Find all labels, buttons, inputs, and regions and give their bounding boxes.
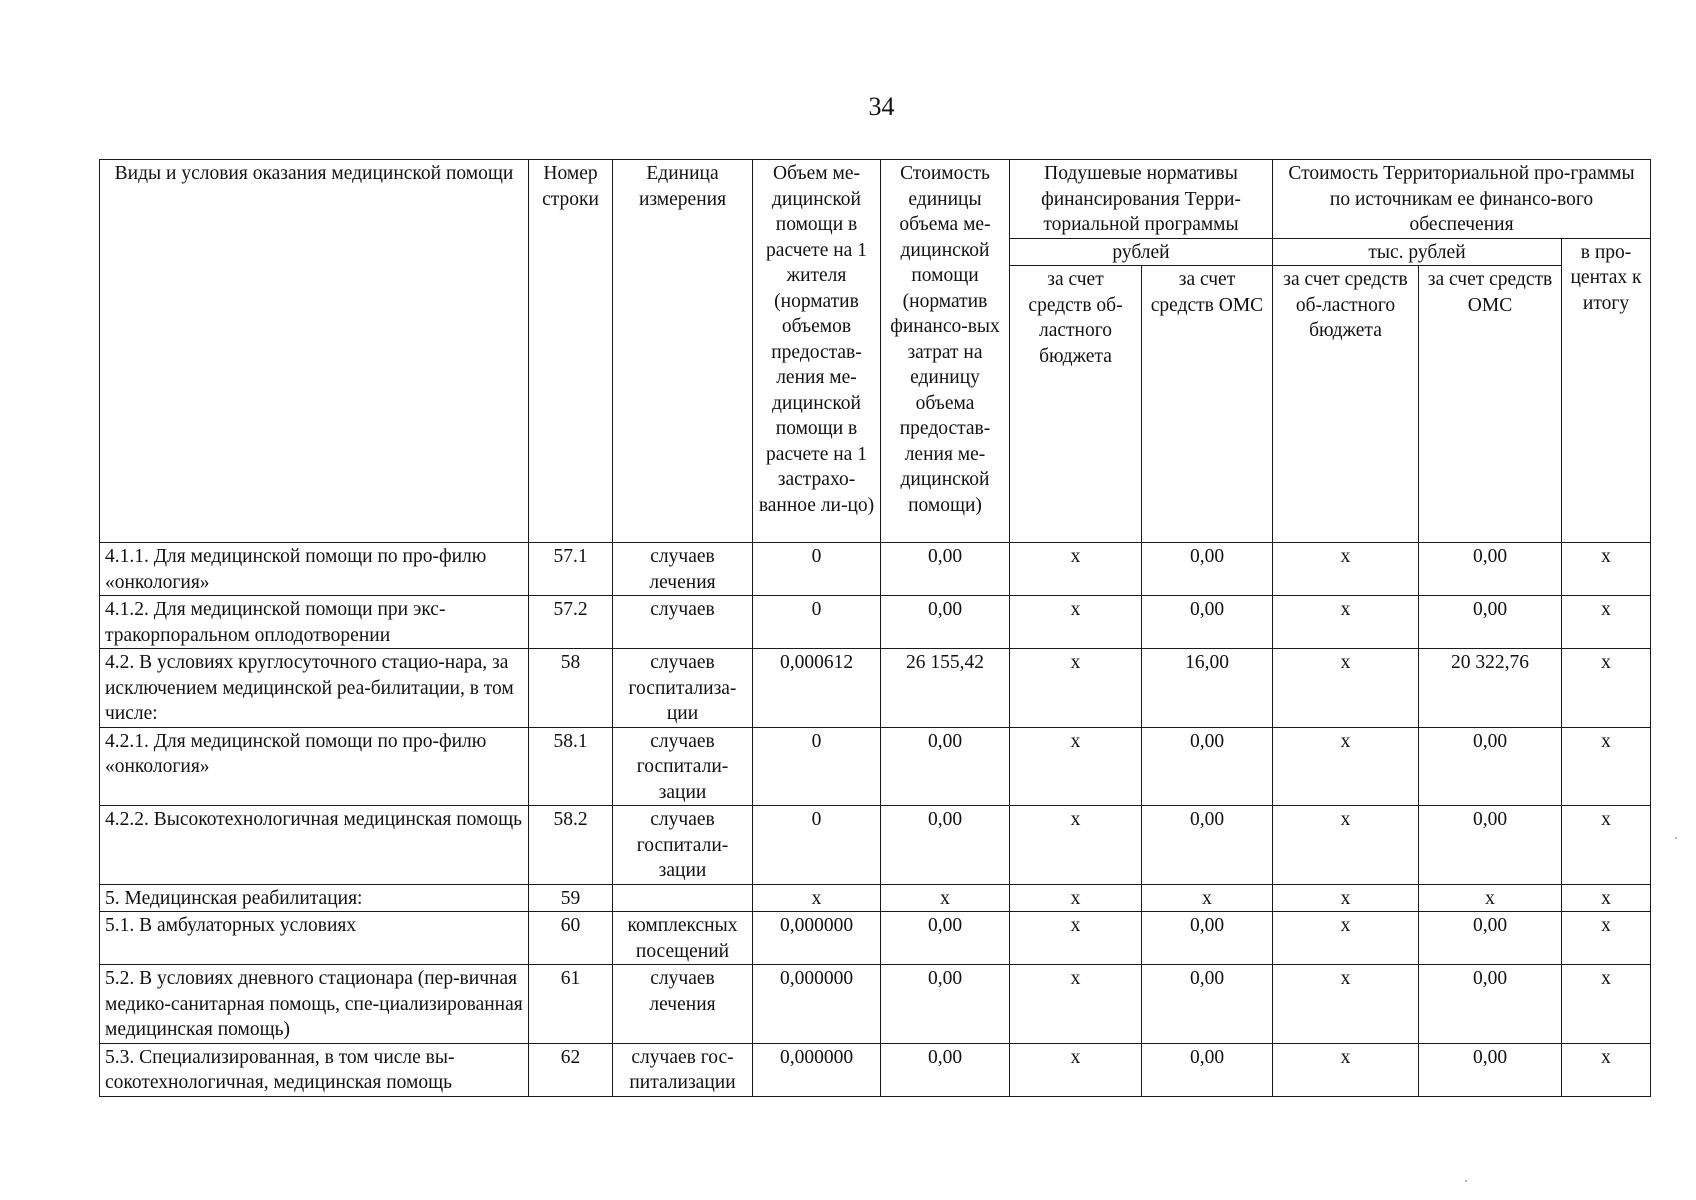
cell-row-number: 57.1: [529, 543, 613, 596]
cell-program-oms: 0,00: [1419, 1043, 1562, 1096]
cell-unit: случаев: [613, 596, 753, 649]
cell-program-budget: x: [1273, 596, 1419, 649]
header-cell-regional-budget-rubles: за счет средств об-ластного бюджета: [1010, 266, 1142, 543]
cell-unit: случаев госпитализа-ции: [613, 649, 753, 728]
header-cell-oms-thousand: за счет средств ОМС: [1419, 266, 1562, 543]
scan-speck: [1465, 1180, 1467, 1182]
cell-percent: x: [1562, 649, 1651, 728]
cell-unit-cost: 0,00: [881, 596, 1010, 649]
table-row: [100, 912, 1651, 965]
cell-per-capita-budget: x: [1010, 649, 1142, 728]
cell-volume: 0: [753, 543, 881, 596]
cell-program-budget: x: [1273, 806, 1419, 885]
table-row: [100, 543, 1651, 596]
cell-percent: x: [1562, 965, 1651, 1044]
cell-per-capita-oms: 0,00: [1142, 727, 1273, 806]
table-row: [100, 727, 1651, 806]
header-cell-name: Виды и условия оказания медицинской помощи: [100, 160, 529, 543]
header-cell-per-capita-group: Подушевые нормативы финансирования Терри-ториальной программы: [1010, 160, 1273, 239]
header-cell-regional-budget-thousand: за счет средств об-ластного бюджета: [1273, 266, 1419, 543]
cell-unit: [613, 884, 753, 912]
cell-percent: x: [1562, 806, 1651, 885]
header-cell-oms-rubles: за счет средств ОМС: [1142, 266, 1273, 543]
header-cell-unit-thousand-rubles: тыс. рублей: [1273, 238, 1562, 266]
cell-row-number: 58.1: [529, 727, 613, 806]
cell-unit: комплексных посещений: [613, 912, 753, 965]
cell-program-budget: x: [1273, 912, 1419, 965]
cell-program-oms: 0,00: [1419, 806, 1562, 885]
cell-name: 5. Медицинская реабилитация:: [100, 884, 529, 912]
cell-percent: x: [1562, 912, 1651, 965]
cell-unit: случаев лечения: [613, 965, 753, 1044]
cell-unit-cost: 0,00: [881, 965, 1010, 1044]
cell-unit-cost: 0,00: [881, 912, 1010, 965]
cell-volume: 0,000000: [753, 965, 881, 1044]
table-row: [100, 965, 1651, 1044]
header-cell-unit-cost: Стоимость единицы объема ме-дицинской помощи (норматив финансо-вых затрат на единицу объема предостав-ления ме-дицинской помощи): [881, 160, 1010, 543]
cell-unit-cost: 0,00: [881, 1043, 1010, 1096]
cell-program-budget: x: [1273, 1043, 1419, 1096]
cell-program-budget: x: [1273, 543, 1419, 596]
cell-per-capita-oms: 0,00: [1142, 543, 1273, 596]
cell-program-oms: 0,00: [1419, 727, 1562, 806]
header-cell-volume: Объем ме-дицинской помощи в расчете на 1 жителя (норматив объемов предостав-ления ме-дицинской помощи в расчете на 1 застрахо-ванное ли-цо): [753, 160, 881, 543]
header-cell-unit: Единица измерения: [613, 160, 753, 543]
cell-row-number: 60: [529, 912, 613, 965]
cell-volume: 0,000000: [753, 912, 881, 965]
cell-row-number: 61: [529, 965, 613, 1044]
cell-per-capita-budget: x: [1010, 912, 1142, 965]
cell-unit: случаев гос-питализации: [613, 1043, 753, 1096]
cell-per-capita-oms: 0,00: [1142, 806, 1273, 885]
cell-row-number: 57.2: [529, 596, 613, 649]
header-row-1: [100, 160, 1651, 239]
cell-percent: x: [1562, 543, 1651, 596]
cell-unit-cost: 0,00: [881, 806, 1010, 885]
cell-per-capita-oms: x: [1142, 884, 1273, 912]
cell-per-capita-oms: 0,00: [1142, 596, 1273, 649]
cell-program-oms: 0,00: [1419, 543, 1562, 596]
cell-program-oms: 0,00: [1419, 965, 1562, 1044]
cell-program-oms: 0,00: [1419, 596, 1562, 649]
table-row: [100, 1043, 1651, 1096]
cell-per-capita-oms: 0,00: [1142, 912, 1273, 965]
cell-program-budget: x: [1273, 727, 1419, 806]
cell-unit-cost: 26 155,42: [881, 649, 1010, 728]
cell-per-capita-budget: x: [1010, 965, 1142, 1044]
cell-volume: 0,000612: [753, 649, 881, 728]
cell-row-number: 58.2: [529, 806, 613, 885]
cell-name: 5.3. Специализированная, в том числе вы-сокотехнологичная, медицинская помощь: [100, 1043, 529, 1096]
cell-per-capita-budget: x: [1010, 884, 1142, 912]
cell-program-budget: x: [1273, 649, 1419, 728]
cell-program-oms: x: [1419, 884, 1562, 912]
cell-name: 5.2. В условиях дневного стационара (пер-вичная медико-санитарная помощь, спе-циализированная медицинская помощь): [100, 965, 529, 1044]
cell-program-budget: x: [1273, 965, 1419, 1044]
cell-row-number: 59: [529, 884, 613, 912]
table-row: [100, 596, 1651, 649]
scan-speck: [1675, 837, 1677, 839]
cell-percent: x: [1562, 596, 1651, 649]
cell-unit-cost: 0,00: [881, 543, 1010, 596]
header-cell-unit-rubles: рублей: [1010, 238, 1273, 266]
cell-program-oms: 20 322,76: [1419, 649, 1562, 728]
cell-unit: случаев госпитали-зации: [613, 806, 753, 885]
cell-volume: 0,000000: [753, 1043, 881, 1096]
header-cell-row-number: Номер строки: [529, 160, 613, 543]
cell-percent: x: [1562, 884, 1651, 912]
cell-volume: 0: [753, 727, 881, 806]
cell-name: 4.2. В условиях круглосуточного стацио-нара, за исключением медицинской реа-билитации, в том числе:: [100, 649, 529, 728]
cell-volume: x: [753, 884, 881, 912]
cell-percent: x: [1562, 1043, 1651, 1096]
cell-name: 4.2.2. Высокотехнологичная медицинская помощь: [100, 806, 529, 885]
cell-name: 4.2.1. Для медицинской помощи по про-филю «онкология»: [100, 727, 529, 806]
table-row: [100, 649, 1651, 728]
cell-name: 4.1.1. Для медицинской помощи по про-филю «онкология»: [100, 543, 529, 596]
cell-row-number: 62: [529, 1043, 613, 1096]
table-row: [100, 806, 1651, 885]
cell-per-capita-oms: 0,00: [1142, 1043, 1273, 1096]
cell-unit-cost: 0,00: [881, 727, 1010, 806]
cell-per-capita-oms: 0,00: [1142, 965, 1273, 1044]
cell-per-capita-budget: x: [1010, 806, 1142, 885]
cell-per-capita-oms: 16,00: [1142, 649, 1273, 728]
cell-program-oms: 0,00: [1419, 912, 1562, 965]
cell-per-capita-budget: x: [1010, 727, 1142, 806]
cell-per-capita-budget: x: [1010, 543, 1142, 596]
cell-program-budget: x: [1273, 884, 1419, 912]
header-cell-program-cost-group: Стоимость Территориальной про-граммы по источникам ее финансо-вого обеспечения: [1273, 160, 1651, 239]
table-row: [100, 884, 1651, 912]
page-number: 34: [868, 92, 895, 121]
cell-name: 5.1. В амбулаторных условиях: [100, 912, 529, 965]
cell-volume: 0: [753, 806, 881, 885]
cell-name: 4.1.2. Для медицинской помощи при экс-тракорпоральном оплодотворении: [100, 596, 529, 649]
cell-per-capita-budget: x: [1010, 1043, 1142, 1096]
financing-table: [99, 159, 1651, 1097]
cell-row-number: 58: [529, 649, 613, 728]
header-cell-percent: в про-центах к итогу: [1562, 238, 1651, 543]
cell-unit: случаев лечения: [613, 543, 753, 596]
cell-volume: 0: [753, 596, 881, 649]
cell-unit-cost: x: [881, 884, 1010, 912]
cell-percent: x: [1562, 727, 1651, 806]
cell-unit: случаев госпитали-зации: [613, 727, 753, 806]
cell-per-capita-budget: x: [1010, 596, 1142, 649]
